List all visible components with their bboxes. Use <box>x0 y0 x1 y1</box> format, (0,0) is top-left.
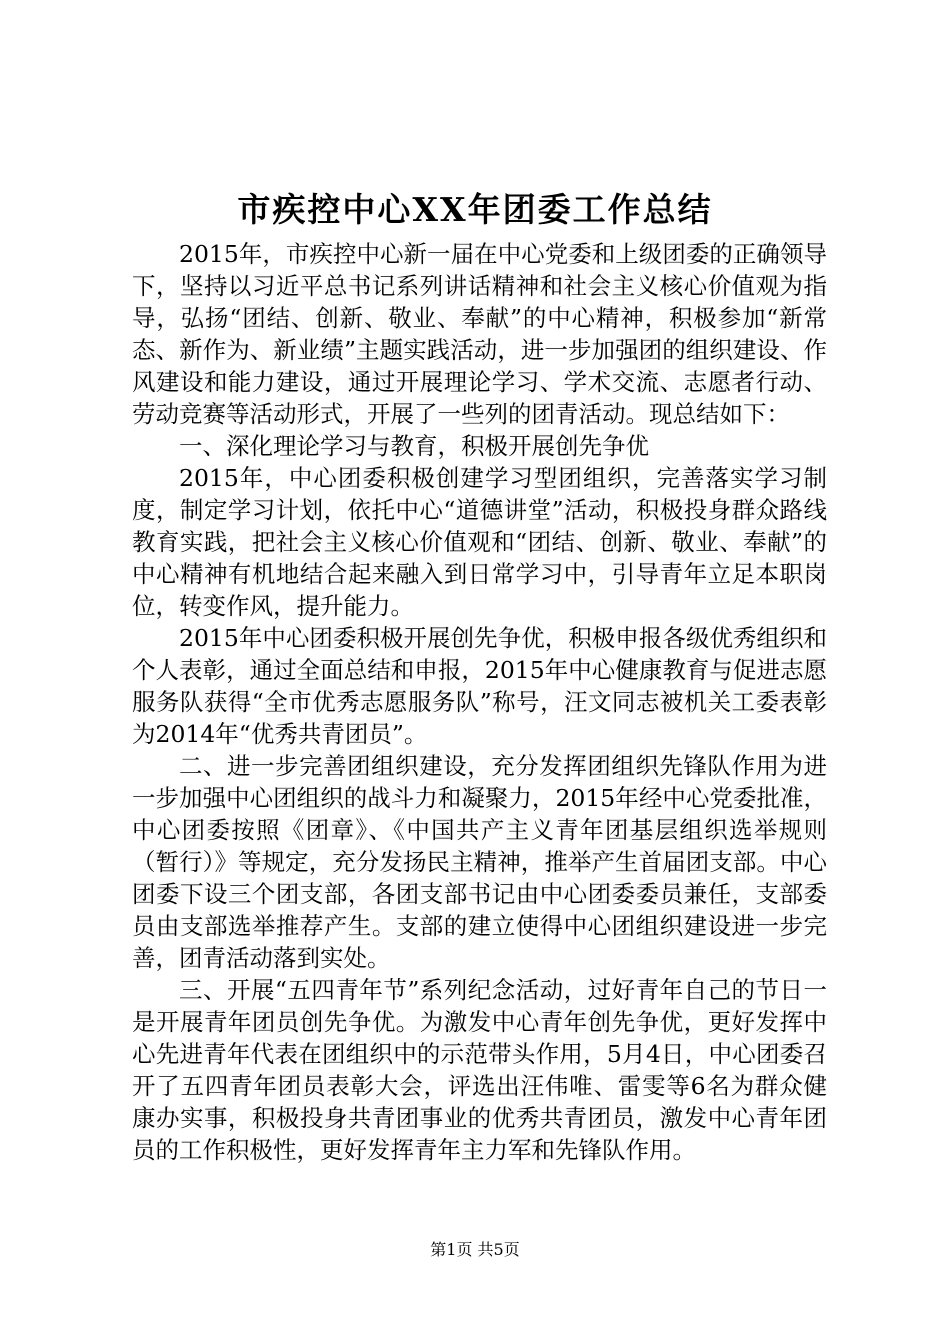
section-1-paragraph-1: 2015年，中心团委积极创建学习型团组织，完善落实学习制度，制定学习计划，依托中心“道德讲堂”活动，积极投身群众路线教育实践，把社会主义核心价值观和“团结、创新、敬业、奉献”的中心精神有机地结合起来融入到日常学习中，引导青年立足本职岗位，转变作风，提升能力。 <box>132 464 827 620</box>
document-title: 市疾控中心XX年团委工作总结 <box>237 190 713 229</box>
page-footer: 第1页 共5页 <box>430 1240 520 1259</box>
section-heading-1: 一、深化理论学习与教育，积极开展创先争优 <box>179 432 649 460</box>
section-1-paragraph-2: 2015年中心团委积极开展创先争优，积极申报各级优秀组织和个人表彰，通过全面总结和申报，2015年中心健康教育与促进志愿服务队获得“全市优秀志愿服务队”称号，汪文同志被机关工委表彰为2014年“优秀共青团员”。 <box>132 624 827 748</box>
section-3-paragraph: 三、开展“五四青年节”系列纪念活动，过好青年自己的节日一是开展青年团员创先争优。为激发中心青年创先争优，更好发挥中心先进青年代表在团组织中的示范带头作用，5月4日，中心团委召开了五四青年团员表彰大会，评选出汪伟唯、雷雯等6名为群众健康办实事，积极投身共青团事业的优秀共青团员，激发中心青年团员的工作积极性，更好发挥青年主力军和先锋队作用。 <box>132 976 827 1164</box>
intro-paragraph: 2015年，市疾控中心新一届在中心党委和上级团委的正确领导下，坚持以习近平总书记系列讲话精神和社会主义核心价值观为指导，弘扬“团结、创新、敬业、奉献”的中心精神，积极参加“新常态、新作为、新业绩”主题实践活动，进一步加强团的组织建设、作风建设和能力建设，通过开展理论学习、学术交流、志愿者行动、劳动竞赛等活动形式，开展了一些列的团青活动。现总结如下： <box>132 240 827 428</box>
document-body <box>132 238 827 1166</box>
section-2-paragraph: 二、进一步完善团组织建设，充分发挥团组织先锋队作用为进一步加强中心团组织的战斗力和凝聚力，2015年经中心党委批准，中心团委按照《团章》、《中国共产主义青年团基层组织选举规则（暂行）》等规定，充分发扬民主精神，推举产生首届团支部。中心团委下设三个团支部，各团支部书记由中心团委委员兼任，支部委员由支部选举推荐产生。支部的建立使得中心团组织建设进一步完善，团青活动落到实处。 <box>132 752 827 972</box>
